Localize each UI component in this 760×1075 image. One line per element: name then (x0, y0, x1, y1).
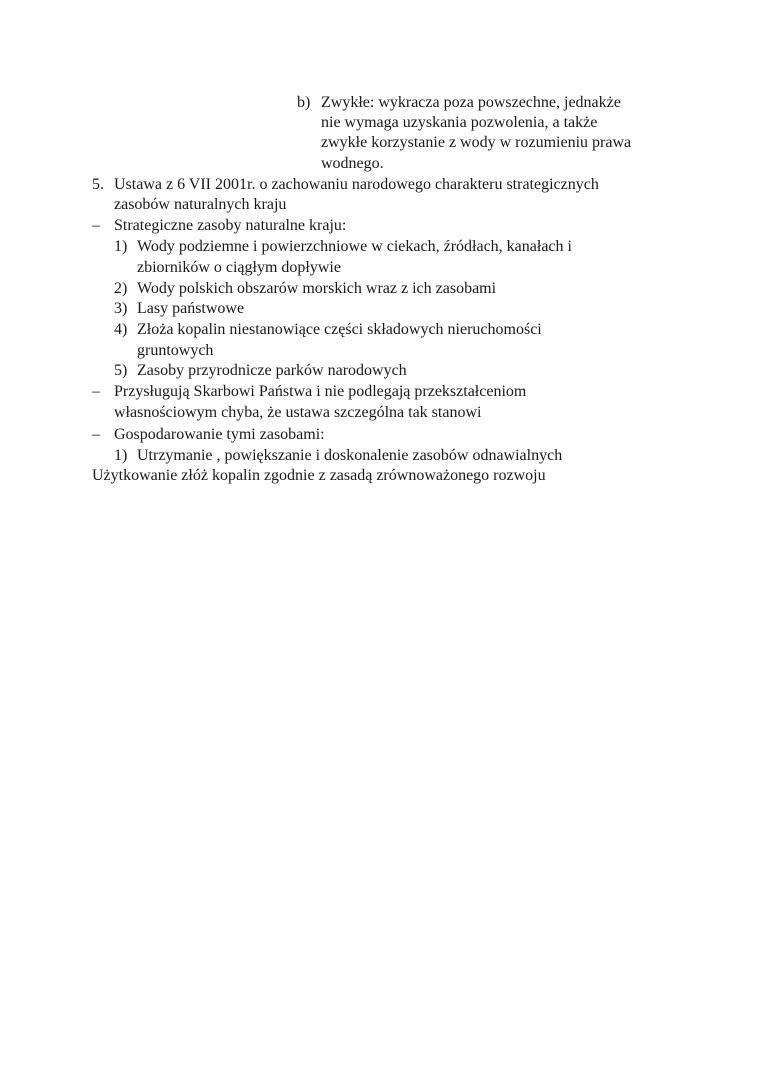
item-5-line-1: Ustawa z 6 VII 2001r. o zachowaniu narodowego charakteru strategicznych (114, 176, 599, 193)
sub-marker-1: 1) (114, 238, 128, 255)
item-b-line-3: zwykłe korzystanie z wody w rozumieniu prawa (321, 134, 632, 151)
sub-item-4-line-2: gruntowych (137, 342, 214, 359)
sub2-item-1-text: Utrzymanie , powiększanie i doskonalenie zasobów odnawialnych (137, 447, 563, 464)
sub-item-4-line-1: Złoża kopalin niestanowiące części składowych nieruchomości (137, 321, 542, 338)
bullet-2-line-2: własnościowym chyba, że ustawa szczególna tak stanowi (114, 404, 482, 421)
closing-line: Użytkowanie złóż kopalin zgodnie z zasadą zrównoważonego rozwoju (92, 467, 546, 484)
sub-marker-3: 3) (114, 300, 128, 317)
bullet-1-text: Strategiczne zasoby naturalne kraju: (114, 217, 347, 234)
sub-item-2-line-1: Wody polskich obszarów morskich wraz z ich zasobami (137, 280, 497, 297)
item-b-line-2: nie wymaga uzyskania pozwolenia, a także (321, 114, 598, 131)
sub2-marker-1: 1) (114, 447, 128, 464)
sub-item-3-line-1: Lasy państwowe (137, 300, 245, 317)
list-marker-b: b) (297, 94, 311, 111)
sub-item-5-line-1: Zasoby przyrodnicze parków narodowych (137, 362, 407, 379)
bullet-2-line-1: Przysługują Skarbowi Państwa i nie podlegają przekształceniom (114, 383, 527, 400)
sub-item-1-line-2: zbiorników o ciągłym dopływie (137, 259, 341, 276)
list-marker-5: 5. (92, 176, 104, 193)
dash-marker-2: – (92, 383, 100, 400)
sub-marker-2: 2) (114, 280, 128, 297)
dash-marker-1: – (92, 217, 100, 234)
item-5-line-2: zasobów naturalnych kraju (114, 196, 287, 213)
bullet-3-text: Gospodarowanie tymi zasobami: (114, 426, 325, 443)
item-b-line-4: wodnego. (321, 155, 384, 172)
sub-item-1-line-1: Wody podziemne i powierzchniowe w ciekach, źródłach, kanałach i (137, 238, 572, 255)
dash-marker-3: – (92, 426, 100, 443)
sub-marker-4: 4) (114, 321, 128, 338)
sub-marker-5: 5) (114, 362, 128, 379)
item-b-line-1: Zwykłe: wykracza poza powszechne, jednakże (321, 94, 621, 111)
